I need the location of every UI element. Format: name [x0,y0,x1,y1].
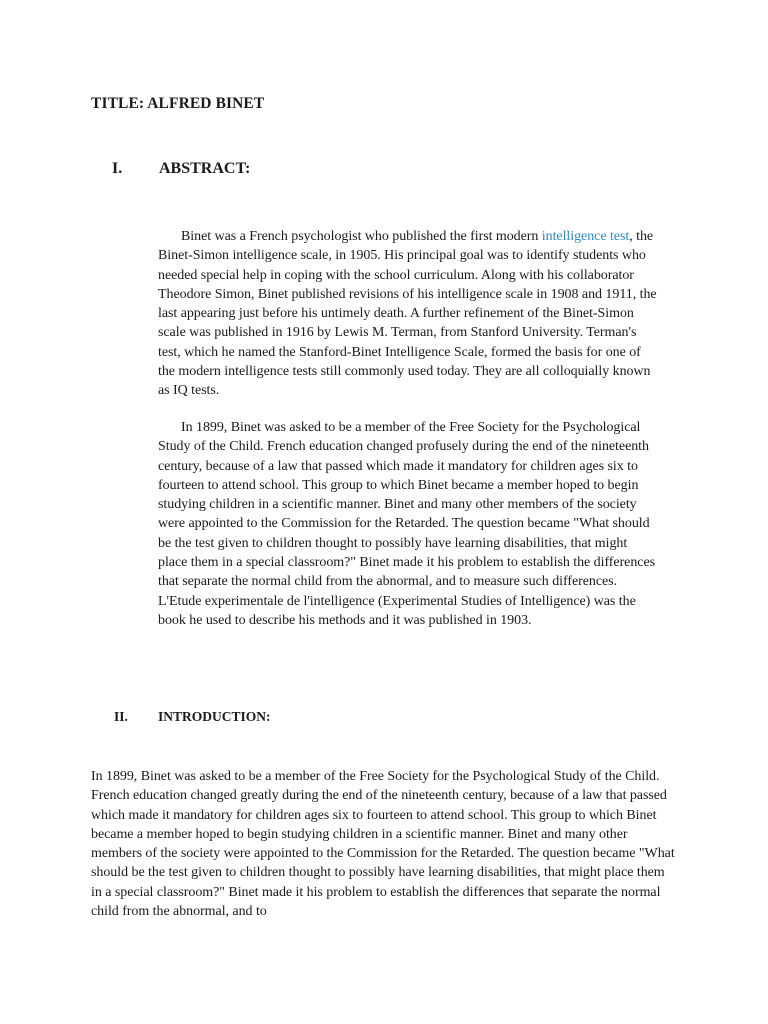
section-number: I. [112,160,123,177]
section-title: ABSTRACT: [159,160,251,177]
paragraph-text: , the Binet-Simon intelligence scale, in 1905. His principal goal was to identify students who needed special help in coping with the school curriculum. Along with his collaborator Theodore Simon, Binet published revisions of his intelligence scale in 1908 and 1911, the last appearing just before his untimely death. A further refinement of the Binet-Simon scale was published in 1916 by Lewis M. Terman, from Stanford University. Terman's test, which he named the Stanford-Binet Intelligence Scale, formed the basis for one of the modern intelligence tests still commonly used today. They are all colloquially known as IQ tests. [158,229,657,399]
intelligence-test-link[interactable]: intelligence test [541,229,630,244]
section-number: II. [114,709,128,724]
abstract-paragraph-2: In 1899, Binet was asked to be a member of the Free Society for the Psychological Study of the Child. French education changed profusely during the end of the nineteenth century, because of a law that passed which made it mandatory for children ages six to fourteen to attend school. This group to which Binet became a member hoped to begin studying children in a scientific manner. Binet and many other members of the society were appointed to the Commission for the Retarded. The question became "What should be the test given to children thought to possibly have learning disabilities, that might place them in a special classroom?" Binet made it his problem to establish the differences that separate the normal child from the abnormal, and to measure such differences. L'Etude experimentale de l'intelligence (Experimental Studies of Intelligence) was the book he used to describe his methods and it was published in 1903. [158,420,656,628]
document-title: TITLE: ALFRED BINET [91,95,265,112]
abstract-paragraph-1 [158,227,658,401]
section-title: INTRODUCTION: [158,709,271,724]
paragraph-text: Binet was a French psychologist who published the first modern [181,229,542,244]
introduction-paragraph-1: In 1899, Binet was asked to be a member of the Free Society for the Psychological Study of the Child. French education changed greatly during the end of the nineteenth century, because of a law that passed which made it mandatory for children ages six to fourteen to attend school. This group to which Binet became a member hoped to begin studying children in a scientific manner. Binet and many other members of the society were appointed to the Commission for the Retarded. The question became "What should be the test given to children thought to possibly have learning disabilities, that might place them in a special classroom?" Binet made it his problem to establish the differences that separate the normal child from the abnormal, and to [91,769,675,920]
